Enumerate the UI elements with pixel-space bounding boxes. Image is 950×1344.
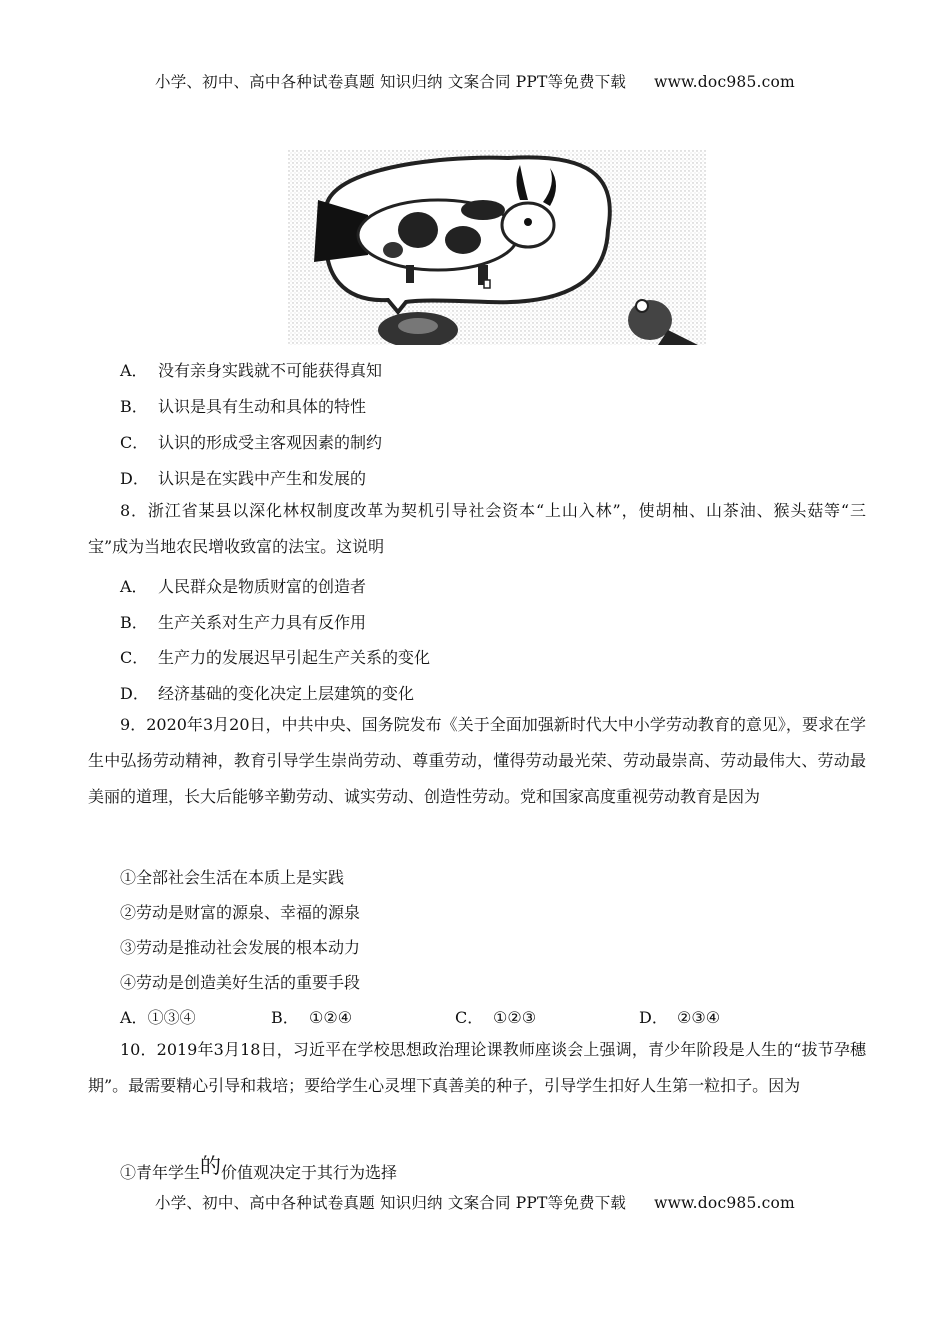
q7-option-b-text: 认识是具有生动和具体的特性	[158, 397, 367, 416]
q10-statement-1-pre: ①青年学生	[120, 1163, 201, 1182]
q7-option-a-text: 没有亲身实践就不可能获得真知	[158, 361, 383, 380]
q8-option-c	[120, 645, 430, 668]
q9-statement-1: ①全部社会生活在本质上是实践	[120, 868, 345, 887]
q10-statement-1	[120, 1155, 397, 1185]
q7-option-b-letter: B．	[120, 397, 148, 416]
q9-statement-3: ③劳动是推动社会发展的根本动力	[120, 938, 361, 957]
q9-choice-d-text: ②③④	[677, 1008, 721, 1027]
q9-stem: 9．2020年3月20日，中共中央、国务院发布《关于全面加强新时代大中小学劳动教育的意见》，要求在学生中弘扬劳动精神，教育引导学生崇尚劳动、尊重劳动，懂得劳动最光荣、劳动最崇高、劳动最伟大、劳动最美丽的道理，长大后能够辛勤劳动、诚实劳动、创造性劳动。党和国家高度重视劳动教育是因为	[88, 715, 866, 806]
q7-option-d-letter: D．	[120, 469, 149, 488]
q7-option-c-text: 认识的形成受主客观因素的制约	[158, 433, 383, 452]
q7-option-d-text: 认识是在实践中产生和发展的	[158, 469, 367, 488]
q9-statement-2: ②劳动是财富的源泉、幸福的源泉	[120, 903, 361, 922]
q8-option-a-letter: A．	[120, 577, 148, 596]
q9-choice-c-text: ①②③	[493, 1008, 537, 1027]
page-footer	[0, 1191, 950, 1213]
fish-cow-cartoon-image	[288, 150, 706, 345]
q10-statement-1-post: 价值观决定于其行为选择	[221, 1163, 398, 1182]
q9-choice-b-letter: B．	[271, 1008, 299, 1027]
q9-choice-c-letter: C．	[455, 1008, 484, 1027]
q8-option-c-text: 生产力的发展迟早引起生产关系的变化	[158, 648, 431, 667]
q7-option-b	[120, 394, 366, 417]
q8-option-c-letter: C．	[120, 648, 149, 667]
header-url[interactable]: www.doc985.com	[654, 73, 795, 91]
q9-choice-a	[120, 1005, 196, 1028]
q7-option-c-letter: C．	[120, 433, 149, 452]
footer-text: 小学、初中、高中各种试卷真题 知识归纳 文案合同 PPT等免费下载	[155, 1194, 627, 1212]
q7-option-a-letter: A．	[120, 361, 148, 380]
q9-choice-a-text: ①③④	[147, 1008, 196, 1027]
q9-choice-d	[639, 1005, 720, 1028]
q7-option-a	[120, 358, 382, 381]
q9-choice-a-letter: A．	[120, 1008, 148, 1027]
page-header	[0, 70, 950, 92]
q8-option-a-text: 人民群众是物质财富的创造者	[158, 577, 367, 596]
q9-choice-b-text: ①②④	[309, 1008, 353, 1027]
q7-option-d	[120, 466, 366, 489]
q9-choice-b	[271, 1005, 352, 1028]
q8-option-b-text: 生产关系对生产力具有反作用	[158, 613, 367, 632]
q8-option-d	[120, 681, 414, 704]
footer-url[interactable]: www.doc985.com	[654, 1194, 795, 1212]
q8-option-d-letter: D．	[120, 684, 149, 703]
q7-option-c	[120, 430, 382, 453]
q9-statement-4: ④劳动是创造美好生活的重要手段	[120, 973, 361, 992]
q8-option-b-letter: B．	[120, 613, 148, 632]
q8-stem: 8．浙江省某县以深化林权制度改革为契机引导社会资本“上山入林”，使胡柚、山茶油、猴头菇等“三宝”成为当地农民增收致富的法宝。这说明	[88, 501, 866, 556]
header-text: 小学、初中、高中各种试卷真题 知识归纳 文案合同 PPT等免费下载	[155, 73, 627, 91]
q10-stem: 10．2019年3月18日，习近平在学校思想政治理论课教师座谈会上强调，青少年阶段是人生的“拔节孕穗期”。最需要精心引导和栽培；要给学生心灵埋下真善美的种子，引导学生扣好人生第一粒扣子。因为	[88, 1040, 866, 1095]
q8-option-a	[120, 574, 366, 597]
q8-option-d-text: 经济基础的变化决定上层建筑的变化	[158, 684, 415, 703]
q9-choice-c	[455, 1005, 536, 1028]
q9-choice-d-letter: D．	[639, 1008, 668, 1027]
q8-option-b	[120, 610, 366, 633]
q10-statement-1-big: 的	[200, 1154, 222, 1178]
